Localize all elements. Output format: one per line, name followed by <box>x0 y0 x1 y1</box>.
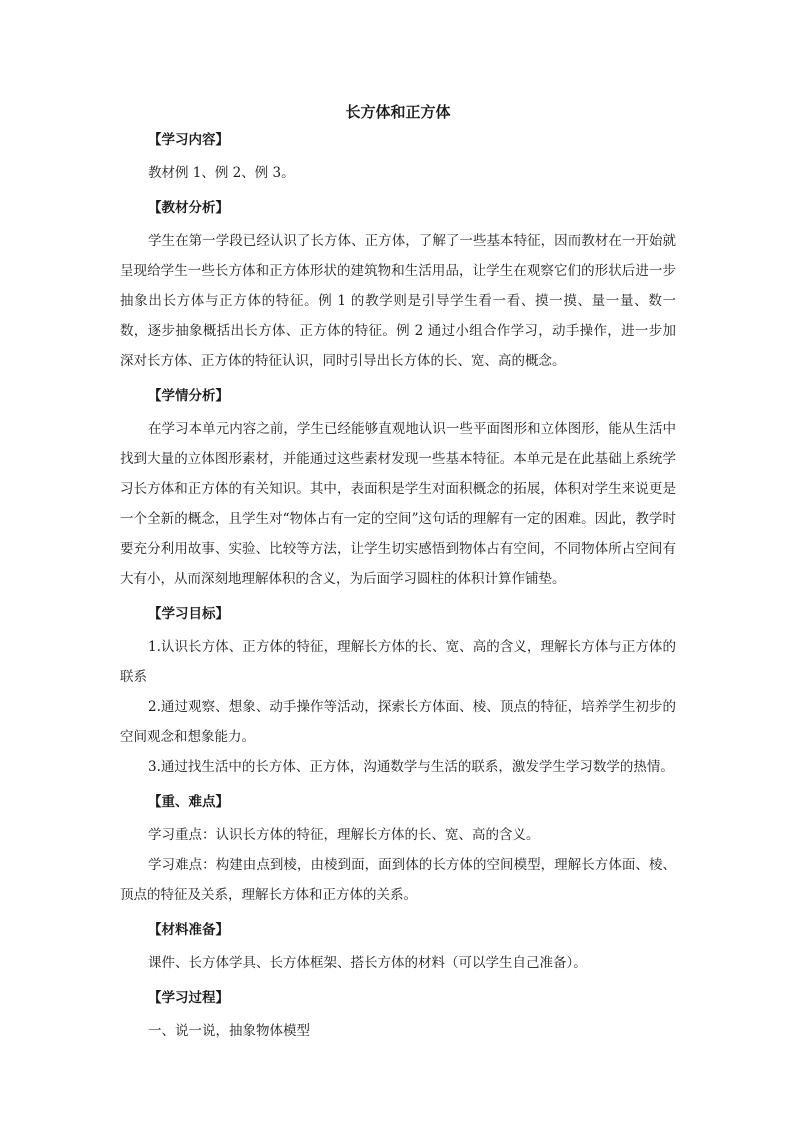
heading-student-analysis: 【学情分析】 <box>148 388 229 404</box>
heading-learning-process: 【学习过程】 <box>148 990 229 1006</box>
learning-goal-3: 3.通过找生活中的长方体、正方体，沟通数学与生活的联系，激发学生学习数学的热情。 <box>148 759 674 775</box>
heading-materials: 【材料准备】 <box>148 922 229 938</box>
learning-goal-1: 1.认识长方体、正方体的特征，理解长方体的长、宽、高的含义，理解长方体与正方体的联系 <box>120 639 676 685</box>
key-point-text: 学习重点：认识长方体的特征，理解长方体的长、宽、高的含义。 <box>148 827 540 843</box>
materials-text: 课件、长方体学具、长方体框架、搭长方体的材料（可以学生自己准备）。 <box>148 955 587 971</box>
difficult-point-text: 学习难点：构建由点到棱，由棱到面，面到体的长方体的空间模型，理解长方体面、棱、顶点的特征及关系，理解长方体和正方体的关系。 <box>120 857 676 903</box>
heading-learning-goals: 【学习目标】 <box>148 606 229 622</box>
process-step-1: 一、说一说，抽象物体模型 <box>148 1023 310 1039</box>
document-page <box>120 100 676 1046</box>
document-title: 长方体和正方体 <box>345 103 451 121</box>
learning-goal-2: 2.通过观察、想象、动手操作等活动，探索长方体面、棱、顶点的特征，培养学生初步的空间观念和想象能力。 <box>120 699 676 745</box>
learning-content-text: 教材例 1、例 2、例 3。 <box>148 165 295 181</box>
heading-textbook-analysis: 【教材分析】 <box>148 200 229 216</box>
textbook-analysis-text: 学生在第一学段已经认识了长方体、正方体，了解了一些基本特征，因而教材在一开始就呈现给学生一些长方体和正方体形状的建筑物和生活用品，让学生在观察它们的形状后进一步抽象出长方体与正方体的特征。例 1 的教学则是引导学生看一看、摸一摸、量一量、数一数，逐步抽象概括出长方体、正方体的特征。例 2 通过小组合作学习，动手操作，进一步加深对长方体、正方体的特征认识，同时引导出长方体的长、宽、高的概念。 <box>120 233 676 369</box>
heading-learning-content: 【学习内容】 <box>148 132 229 148</box>
heading-key-difficult: 【重、难点】 <box>148 794 229 810</box>
student-analysis-text: 在学习本单元内容之前，学生已经能够直观地认识一些平面图形和立体图形，能从生活中找到大量的立体图形素材，并能通过这些素材发现一些基本特征。本单元是在此基础上系统学习长方体和正方体的有关知识。其中，表面积是学生对面积概念的拓展，体积对学生来说更是一个全新的概念，且学生对“物体占有一定的空间”这句话的理解有一定的困难。因此，教学时要充分利用故事、实验、比较等方法，让学生切实感悟到物体占有空间，不同物体所占空间有大有小，从而深刻地理解体积的含义，为后面学习圆柱的体积计算作铺垫。 <box>120 421 676 587</box>
